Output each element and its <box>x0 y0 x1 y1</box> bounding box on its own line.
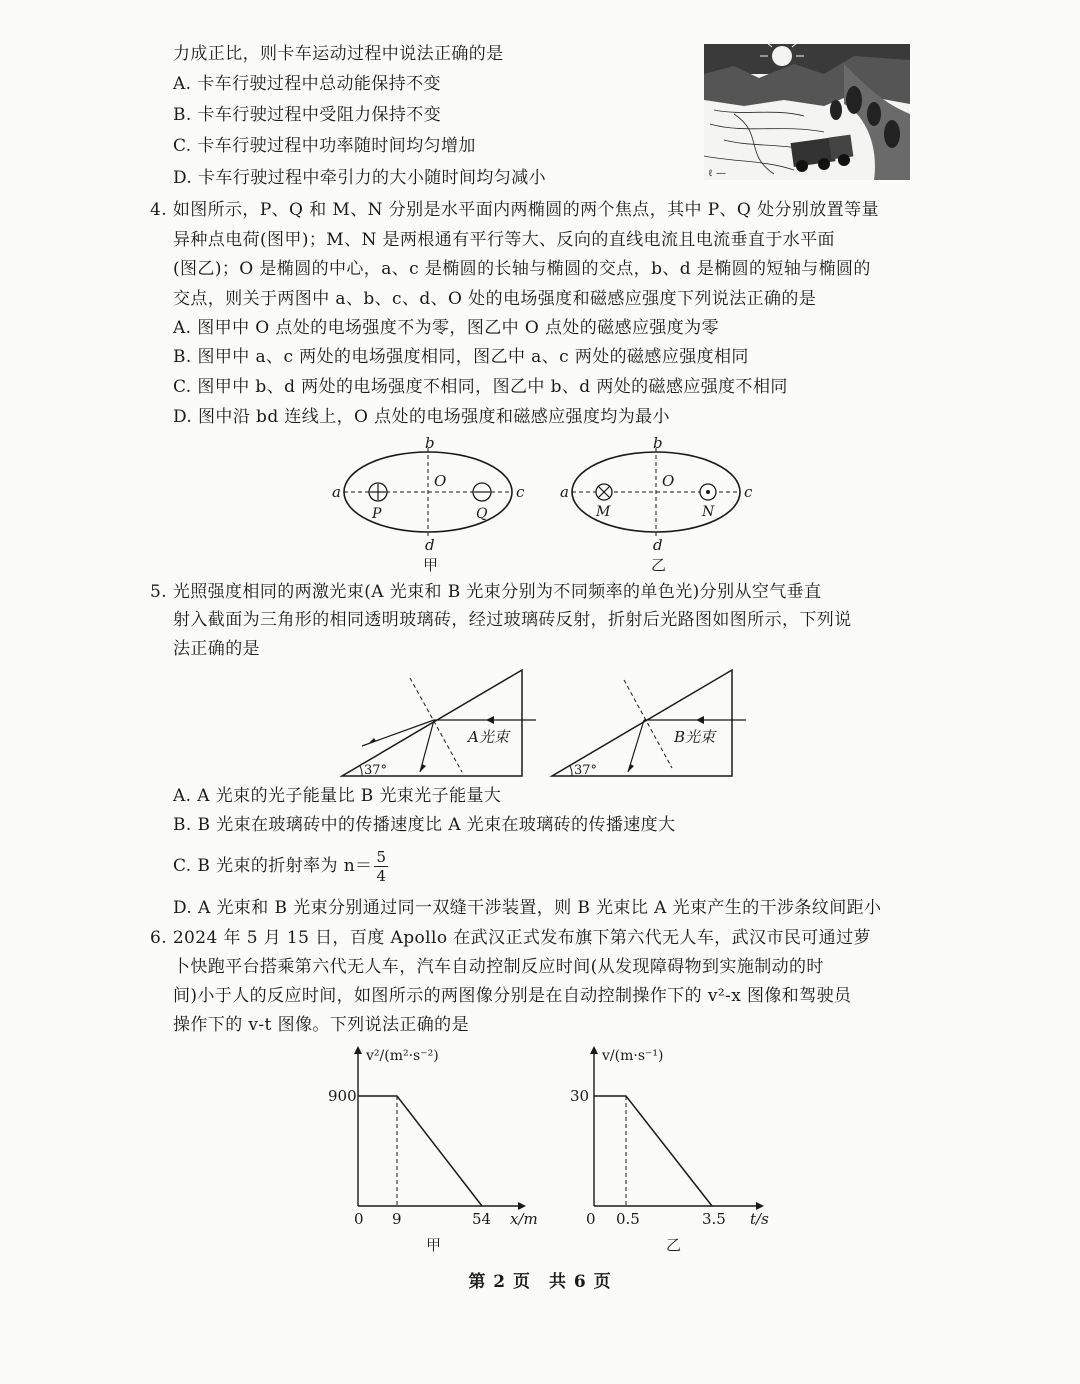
label-a-yi: a <box>560 483 569 501</box>
xtick-9: 9 <box>392 1210 402 1228</box>
fraction-numerator: 5 <box>376 848 387 866</box>
label-o-jia: O <box>434 472 447 490</box>
xtick-0-right: 0 <box>586 1210 596 1228</box>
q6-stem-line-3: 间)小于人的反应时间，如图所示的两图像分别是在自动控制操作下的 v²-x 图像和驾驶员 <box>173 986 852 1006</box>
xlabel-t: t/s <box>750 1210 769 1228</box>
q4-stem-line-3: (图乙)；O 是椭圆的中心，a、c 是椭圆的长轴与椭圆的交点，b、d 是椭圆的短轴与椭圆的 <box>173 259 871 279</box>
q3-stem-tail: 力成正比，则卡车运动过程中说法正确的是 <box>173 44 504 64</box>
prism-figure-b <box>546 664 756 782</box>
xlabel-x: x/m <box>510 1210 538 1228</box>
q5-option-d: D. A 光束和 B 光束分别通过同一双缝干涉装置，则 B 光束比 A 光束产生的干涉条纹间距小 <box>173 898 882 918</box>
label-b-yi: b <box>653 436 663 452</box>
q6-stem-line-1: 6. 2024 年 5 月 15 日，百度 Apollo 在武汉正式发布旗下第六代无人车，武汉市民可通过萝 <box>150 928 871 948</box>
label-d-yi: d <box>653 536 663 554</box>
beam-label-b: B光束 <box>674 728 716 746</box>
xtick-3-5: 3.5 <box>702 1210 726 1228</box>
label-c-yi: c <box>744 483 753 501</box>
q3-option-c: C. 卡车行驶过程中功率随时间均匀增加 <box>173 136 476 156</box>
q4-stem-line-2: 异种点电荷(图甲)；M、N 是两根通有平行等大、反向的直线电流且电流垂直于水平面 <box>173 230 835 250</box>
caption-jia: 甲 <box>423 556 439 574</box>
q4-option-c: C. 图甲中 b、d 两处的电场强度不相同，图乙中 b、d 两处的磁感应强度不相同 <box>173 377 788 397</box>
caption-yi: 乙 <box>651 556 667 574</box>
q6-stem-line-4: 操作下的 v-t 图像。下列说法正确的是 <box>173 1015 469 1035</box>
caption-graph-yi: 乙 <box>666 1236 682 1254</box>
xtick-0-left: 0 <box>354 1210 364 1228</box>
xtick-54: 54 <box>472 1210 492 1228</box>
q4-option-b: B. 图甲中 a、c 两处的电场强度相同，图乙中 a、c 两处的磁感应强度相同 <box>173 347 749 367</box>
label-o-yi: O <box>662 472 675 490</box>
q4-stem-line-4: 交点，则关于两图中 a、b、c、d、O 处的电场强度和磁感应强度下列说法正确的是 <box>173 289 817 309</box>
q3-option-b: B. 卡车行驶过程中受阻力保持不变 <box>173 105 442 125</box>
q5-option-a: A. A 光束的光子能量比 B 光束光子能量大 <box>173 786 502 806</box>
ellipse-figure-yi <box>558 436 758 576</box>
label-d-jia: d <box>425 536 435 554</box>
q4-option-a: A. 图甲中 O 点处的电场强度不为零，图乙中 O 点处的磁感应强度为零 <box>173 318 719 338</box>
caption-graph-jia: 甲 <box>426 1236 442 1254</box>
label-m: M <box>596 504 611 520</box>
q6-stem-line-2: 卜快跑平台搭乘第六代无人车，汽车自动控制反应时间(从发现障碍物到实施制动的时 <box>173 957 824 977</box>
label-b-jia: b <box>425 436 435 452</box>
xtick-0-5: 0.5 <box>616 1210 640 1228</box>
page-number: 第 2 页 共 6 页 <box>468 1272 612 1292</box>
ellipse-figure-jia <box>330 436 530 576</box>
prism-figure-a <box>336 664 546 782</box>
q5-option-c-fraction <box>374 848 388 885</box>
ytick-30: 30 <box>570 1087 590 1105</box>
angle-label-a: 37° <box>364 763 388 778</box>
truck-illustration <box>704 44 910 180</box>
ylabel-v2: v²/(m²·s⁻²) <box>366 1048 439 1064</box>
q5-option-b: B. B 光束在玻璃砖中的传播速度比 A 光束在玻璃砖的传播速度大 <box>173 815 676 835</box>
q3-option-d: D. 卡车行驶过程中牵引力的大小随时间均匀减小 <box>173 168 547 188</box>
beam-label-a: A光束 <box>468 728 509 746</box>
graph-v-t <box>560 1040 790 1262</box>
graph-v2-x <box>322 1040 552 1262</box>
fraction-denominator: 4 <box>376 867 387 885</box>
q5-stem-line-1: 5. 光照强度相同的两激光束(A 光束和 B 光束分别为不同频率的单色光)分别从空气垂直 <box>150 582 822 602</box>
q3-option-a: A. 卡车行驶过程中总动能保持不变 <box>173 74 441 94</box>
q4-option-d: D. 图中沿 bd 连线上，O 点处的电场强度和磁感应强度均为最小 <box>173 407 670 427</box>
label-a-jia: a <box>332 483 341 501</box>
q5-option-c-text: C. B 光束的折射率为 n＝ <box>173 856 373 876</box>
label-q: Q <box>476 506 488 522</box>
ytick-900: 900 <box>328 1087 357 1105</box>
svg-text:ℓ —: ℓ — <box>708 168 726 179</box>
ylabel-v: v/(m·s⁻¹) <box>602 1048 664 1064</box>
label-c-jia: c <box>516 483 525 501</box>
q5-option-c <box>173 846 388 886</box>
label-n: N <box>702 504 715 520</box>
q5-stem-line-2: 射入截面为三角形的相同透明玻璃砖，经过玻璃砖反射，折射后光路图如图所示，下列说 <box>173 610 852 630</box>
q4-stem-line-1: 4. 如图所示，P、Q 和 M、N 分别是水平面内两椭圆的两个焦点，其中 P、Q 处分别放置等量 <box>150 200 879 220</box>
label-p: P <box>372 506 382 522</box>
angle-label-b: 37° <box>574 763 598 778</box>
q5-stem-line-3: 法正确的是 <box>173 639 260 659</box>
